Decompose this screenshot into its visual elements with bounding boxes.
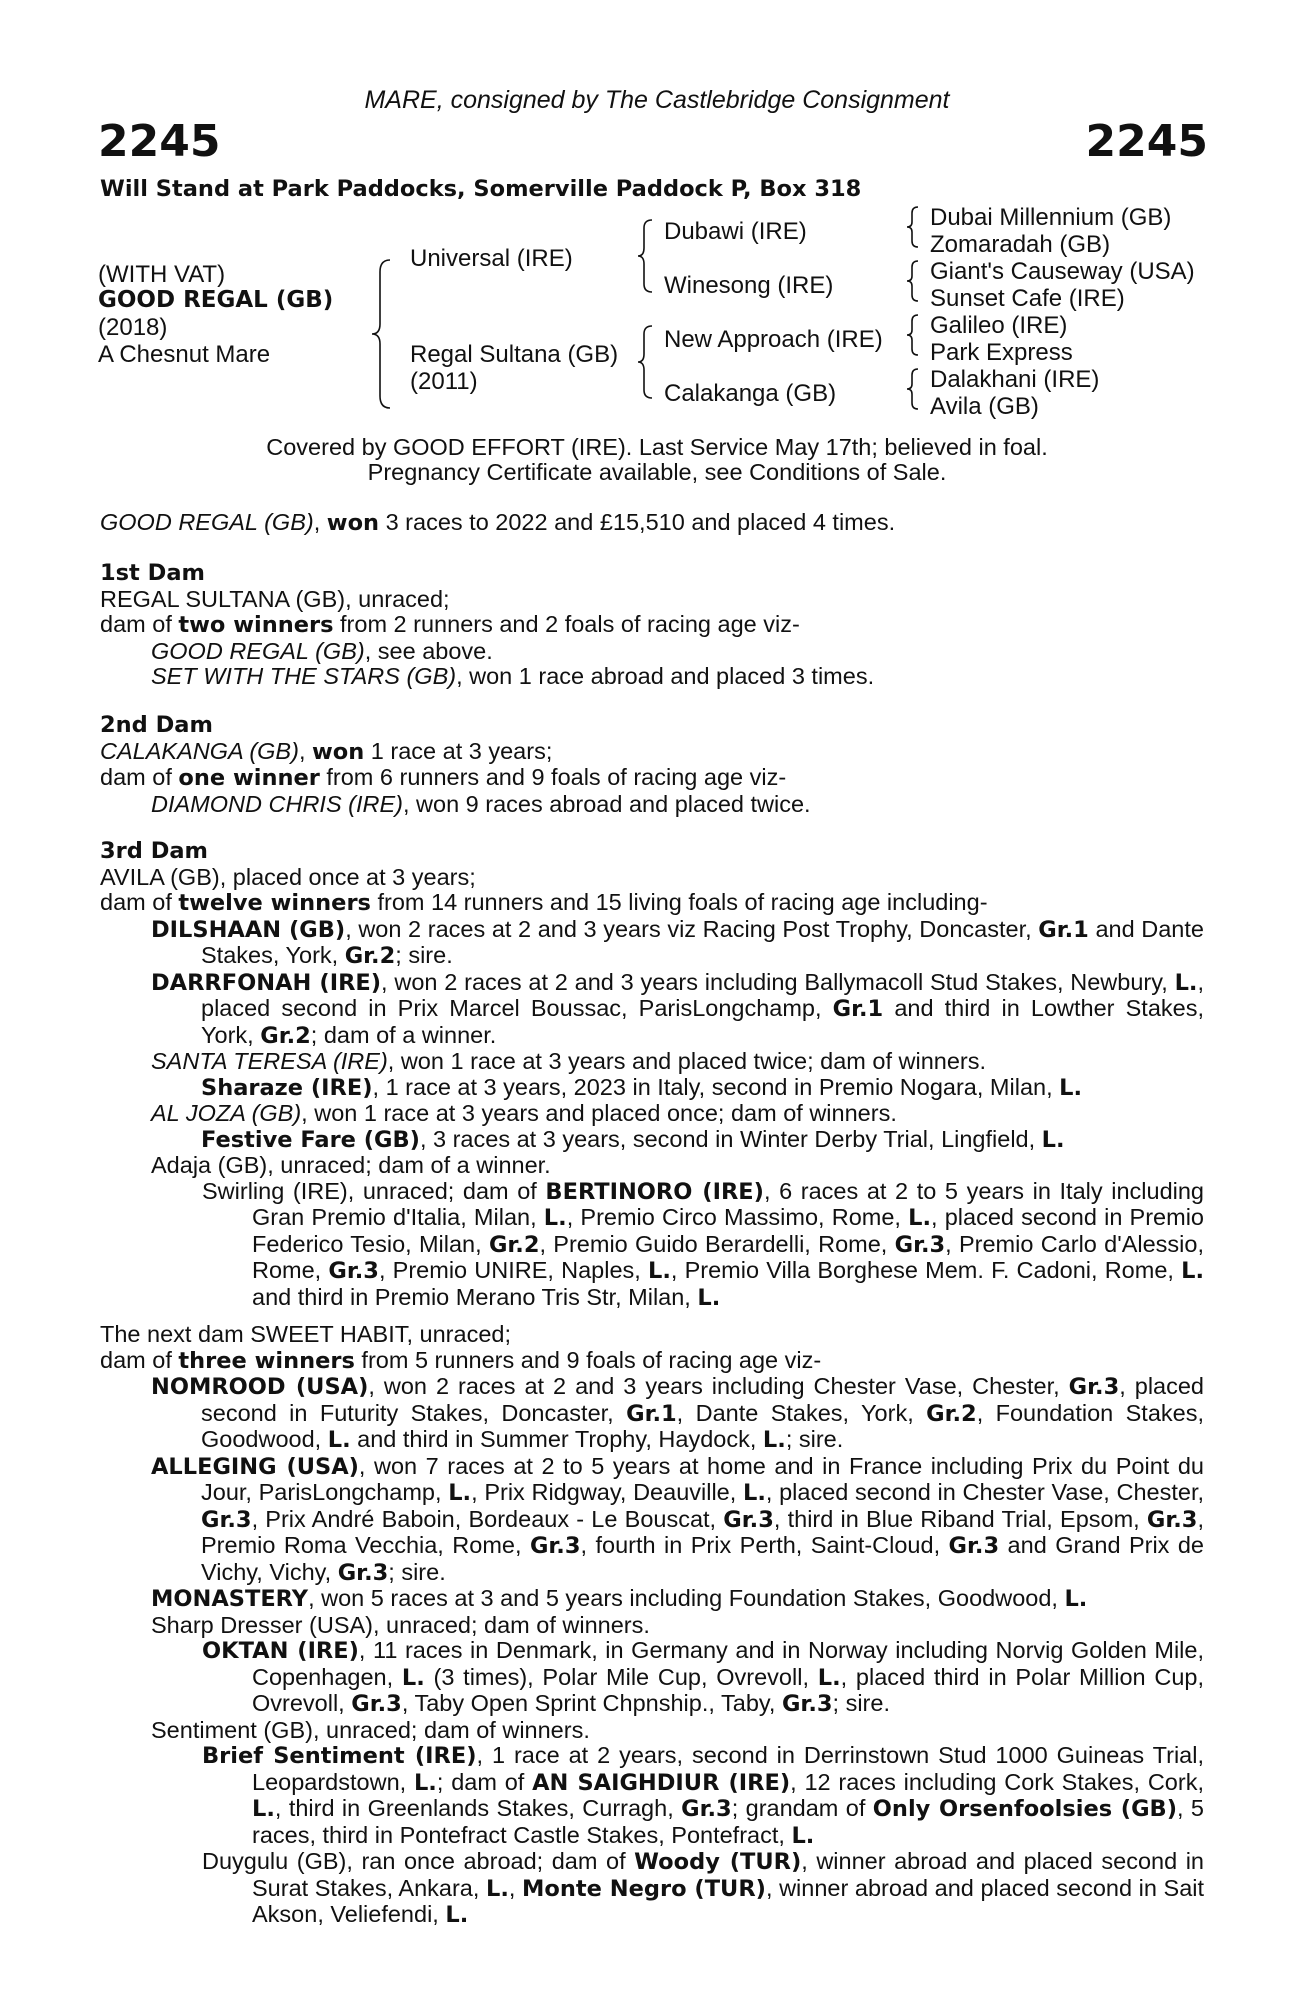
- next-dam-line-1: The next dam SWEET HABIT, unraced;: [100, 1321, 511, 1347]
- al-joza-entry: AL JOZA (GB), won 1 race at 3 years and placed once; dam of winners.: [151, 1100, 897, 1126]
- sharp-dresser-entry: Sharp Dresser (USA), unraced; dam of winners.: [151, 1611, 650, 1638]
- first-dam-heading: 1st Dam: [100, 560, 205, 586]
- festive-fare-entry: Festive Fare (GB), 3 races at 3 years, second in Winter Derby Trial, Lingfield, L.: [201, 1125, 1065, 1153]
- first-dam-line-2: dam of two winners from 2 runners and 2 foals of racing age viz-: [100, 611, 800, 638]
- second-dam-line-2: dam of one winner from 6 runners and 9 foals of racing age viz-: [100, 764, 787, 791]
- third-dam-heading: 3rd Dam: [100, 838, 208, 864]
- horse-description: A Chesnut Mare: [98, 341, 271, 368]
- summary-won: won: [326, 510, 380, 536]
- horse-year: (2018): [98, 314, 168, 341]
- summary-line: [100, 510, 1204, 537]
- pedigree-brace-main: [370, 258, 394, 410]
- first-dam-foal-2: SET WITH THE STARS (GB), won 1 race abroad and placed 3 times.: [151, 663, 875, 689]
- dam-year: (2011): [410, 368, 478, 395]
- summary-comma: ,: [313, 509, 327, 535]
- brief-sentiment-entry: Brief Sentiment (IRE), 1 race at 2 years, second in Derrinstown Stud 1000 Guineas Trial, Leopardstown, L.; dam of AN SAIGHDIUR (IRE), 12 races including Cork Stakes, Cork, L., third in Greenlands Stakes, Curragh, Gr.3; grandam of Only Orsenfoolsies (GB), 5 races, third in Pontefract Castle Stakes, Pontefract, L.: [202, 1742, 1204, 1849]
- gg-1: Dubai Millennium (GB): [930, 204, 1172, 231]
- alleging-entry: ALLEGING (USA), won 7 races at 2 to 5 years at home and in France including Prix du Point du Jour, ParisLongchamp, L., Prix Ridgway, Deauville, L., placed second in Chester Vase, Chester, Gr.3, Prix André Baboin, Bordeaux - Le Bouscat, Gr.3, third in Blue Riband Trial, Epsom, Gr.3, Premio Roma Vecchia, Rome, Gr.3, fourth in Prix Perth, Saint-Cloud, Gr.3 and Grand Prix de Vichy, Vichy, Gr.3; sire.: [151, 1452, 1205, 1586]
- second-dam-line-1: CALAKANGA (GB), won 1 race at 3 years;: [100, 737, 553, 765]
- dilshaan-entry: DILSHAAN (GB), won 2 races at 2 and 3 years viz Racing Post Trophy, Doncaster, Gr.1 and Dante Stakes, York, Gr.2; sire.: [151, 915, 1204, 969]
- gg-8: Avila (GB): [930, 393, 1039, 420]
- second-dam-foal-1: DIAMOND CHRIS (IRE), won 9 races abroad and placed twice.: [151, 790, 811, 817]
- third-dam-line-1: AVILA (GB), placed once at 3 years;: [100, 863, 476, 890]
- gg-6: Park Express: [930, 339, 1073, 366]
- covering-line-1: Covered by GOOD EFFORT (IRE). Last Service May 17th; believed in foal.: [266, 434, 1048, 460]
- sire-name: Universal (IRE): [410, 245, 573, 272]
- next-dam-line-2: dam of three winners from 5 runners and 9 foals of racing age viz-: [100, 1346, 822, 1374]
- third-dam-section: [100, 838, 1204, 1311]
- pedigree-brace-dam: [636, 324, 656, 400]
- pedigree-brace-g2: [906, 259, 922, 303]
- nomrood-entry: NOMROOD (USA), won 2 races at 2 and 3 years including Chester Vase, Chester, Gr.3, placed second in Futurity Stakes, Doncaster, Gr.1, Dante Stakes, York, Gr.2, Foundation Stakes, Goodwood, L. and third in Summer Trophy, Haydock, L.; sire.: [151, 1373, 1204, 1453]
- horse-vat: (WITH VAT): [98, 261, 226, 288]
- sharaze-entry: Sharaze (IRE), 1 race at 3 years, 2023 in Italy, second in Premio Nogara, Milan, L.: [201, 1073, 1083, 1101]
- third-dam-line-2: dam of twelve winners from 14 runners and 15 living foals of racing age including-: [100, 889, 988, 916]
- summary-horse-name: GOOD REGAL (GB): [100, 509, 314, 535]
- pedigree-brace-g4: [906, 367, 922, 411]
- dam-sire-name: New Approach (IRE): [664, 326, 883, 353]
- lot-number-left: 2245: [98, 116, 221, 167]
- gg-5: Galileo (IRE): [930, 312, 1068, 339]
- adaja-entry: Adaja (GB), unraced; dam of a winner.: [151, 1152, 551, 1178]
- gg-2: Zomaradah (GB): [930, 231, 1111, 258]
- pedigree-brace-g1: [906, 205, 922, 249]
- first-dam-section: [100, 560, 1204, 690]
- consignment-line: MARE, consigned by The Castlebridge Consignment: [364, 86, 950, 114]
- horse-name: GOOD REGAL (GB): [98, 287, 334, 313]
- second-dam-section: [100, 712, 1204, 817]
- sentiment-entry: Sentiment (GB), unraced; dam of winners.: [151, 1716, 590, 1743]
- sire-dam-name: Winesong (IRE): [664, 272, 834, 299]
- second-dam-heading: 2nd Dam: [100, 712, 213, 738]
- oktan-entry: OKTAN (IRE), 11 races in Denmark, in Germany and in Norway including Norvig Golden Mile, Copenhagen, L. (3 times), Polar Mile Cup, Ovrevoll, L., placed third in Polar Million Cup, Ovrevoll, Gr.3, Taby Open Sprint Chpnship., Taby, Gr.3; sire.: [202, 1637, 1205, 1717]
- gg-4: Sunset Cafe (IRE): [930, 285, 1125, 312]
- monastery-entry: MONASTERY, won 5 races at 3 and 5 years including Foundation Stakes, Goodwood, L.: [151, 1585, 1088, 1612]
- first-dam-foal-1: GOOD REGAL (GB), see above.: [151, 637, 493, 664]
- covering-line-2: Pregnancy Certificate available, see Conditions of Sale.: [367, 459, 947, 485]
- dam-dam-name: Calakanga (GB): [664, 380, 837, 407]
- stabling-line: Will Stand at Park Paddocks, Somerville Paddock P, Box 318: [100, 176, 862, 202]
- santa-teresa-entry: SANTA TERESA (IRE), won 1 race at 3 years and placed twice; dam of winners.: [151, 1048, 987, 1074]
- lot-number-right: 2245: [1085, 116, 1208, 167]
- next-dam-section: [100, 1322, 1204, 1929]
- summary-rest: 3 races to 2022 and £15,510 and placed 4 times.: [379, 509, 896, 535]
- pedigree-brace-g3: [906, 313, 922, 357]
- dam-name: Regal Sultana (GB): [410, 341, 619, 368]
- swirling-entry: Swirling (IRE), unraced; dam of BERTINORO (IRE), 6 races at 2 to 5 years in Italy including Gran Premio d'Italia, Milan, L., Premio Circo Massimo, Rome, L., placed second in Premio Federico Tesio, Milan, Gr.2, Premio Guido Berardelli, Rome, Gr.3, Premio Carlo d'Alessio, Rome, Gr.3, Premio UNIRE, Naples, L., Premio Villa Borghese Mem. F. Cadoni, Rome, L. and third in Premio Merano Tris Str, Milan, L.: [202, 1177, 1204, 1311]
- pedigree-brace-sire: [636, 218, 656, 294]
- gg-7: Dalakhani (IRE): [930, 366, 1100, 393]
- gg-3: Giant's Causeway (USA): [930, 258, 1195, 285]
- darrfonah-entry: DARRFONAH (IRE), won 2 races at 2 and 3 years including Ballymacoll Stud Stakes, Newbury, L., placed second in Prix Marcel Boussac, ParisLongchamp, Gr.1 and third in Lowther Stakes, York, Gr.2; dam of a winner.: [151, 968, 1204, 1049]
- first-dam-line-1: REGAL SULTANA (GB), unraced;: [100, 585, 450, 612]
- sire-sire-name: Dubawi (IRE): [664, 218, 807, 245]
- duygulu-entry: Duygulu (GB), ran once abroad; dam of Woody (TUR), winner abroad and placed second in Surat Stakes, Ankara, L., Monte Negro (TUR), winner abroad and placed second in Sait Akson, Veliefendi, L.: [202, 1848, 1205, 1928]
